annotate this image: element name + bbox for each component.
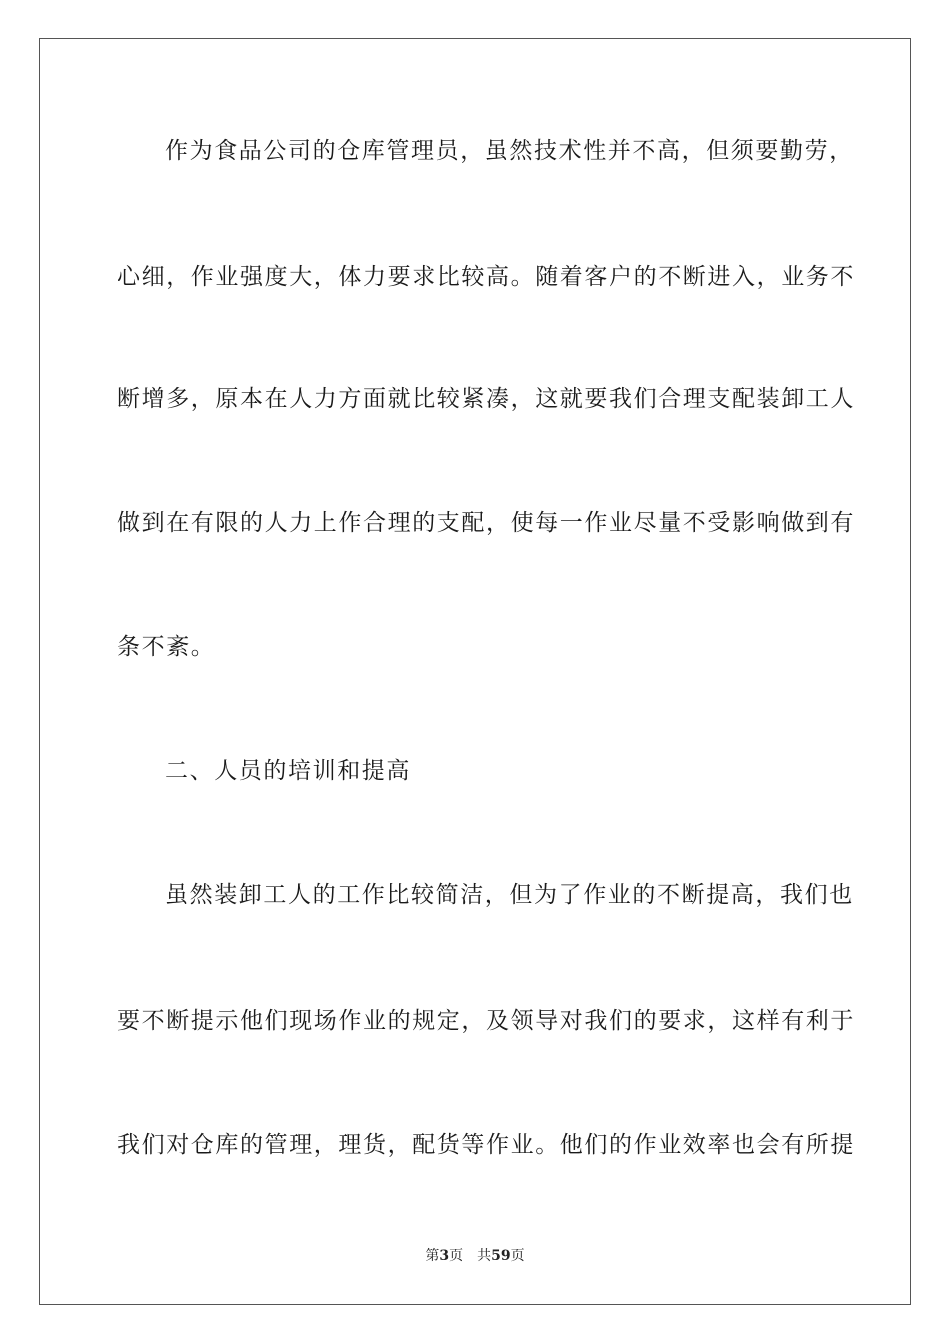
total-prefix: 共 [477,1248,492,1264]
paragraph-line: 我们对仓库的管理，理货，配货等作业。他们的作业效率也会有所提 [117,1132,855,1158]
paragraph-line: 虽然装卸工人的工作比较简洁，但为了作业的不断提高，我们也 [165,882,854,908]
paragraph-line: 断增多，原本在人力方面就比较紧凑，这就要我们合理支配装卸工人 [117,386,855,412]
paragraph-line: 做到在有限的人力上作合理的支配，使每一作业尽量不受影响做到有 [117,510,855,536]
paragraph-line: 条不紊。 [117,634,216,660]
paragraph-line: 心细，作业强度大，体力要求比较高。随着客户的不断进入，业务不 [117,264,855,290]
page-border [39,38,911,1305]
paragraph-line: 要不断提示他们现场作业的规定，及领导对我们的要求，这样有利于 [117,1008,855,1034]
page-number: 3 [439,1248,450,1264]
total-pages: 59 [491,1248,511,1264]
total-suffix: 页 [510,1248,525,1264]
section-heading: 二、人员的培训和提高 [165,758,411,784]
paragraph-line: 作为食品公司的仓库管理员，虽然技术性并不高，但须要勤劳， [165,138,854,164]
page-prefix: 第 [425,1248,440,1264]
page-suffix: 页 [449,1248,464,1264]
page-footer [0,1247,950,1265]
